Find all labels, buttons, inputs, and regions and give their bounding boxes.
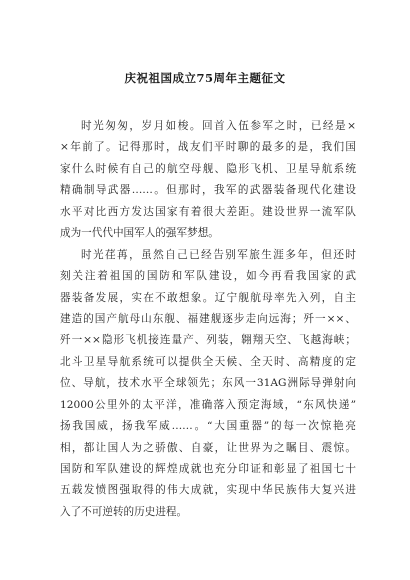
body-text-line: 器装备发展，实在不敢想象。辽宁舰航母率先入列，自主	[60, 291, 356, 304]
body-text-line: 时光荏苒，虽然自己已经告别军旅生涯多年，但还时	[81, 248, 356, 261]
body-text-line: 歼一××隐形飞机接连量产、列装，翱翔天空、飞越海峡；	[60, 334, 356, 347]
body-text-line: 相，都让国人为之骄傲、自豪，让世界为之瞩目、震惊。	[60, 441, 356, 454]
body-text-line: 水平对比西方发达国家有着很大差距。建设世界一流军队	[60, 205, 356, 218]
body-text-line: 建造的国产航母山东舰、福建舰逐步走向远海；歼一××、	[60, 312, 356, 325]
body-text-line: 精确制导武器……。但那时，我军的武器装备现代化建设	[60, 184, 356, 197]
body-text-line: 扬我国威，扬我军威……。“大国重器”的每一次惊艳亮	[60, 420, 356, 433]
body-text-line: ×年前了。记得那时，战友们平时聊的最多的是，我们国	[60, 141, 356, 154]
body-text-line: 入了不可逆转的历史进程。	[60, 505, 188, 518]
body-text-line: 12000公里外的太平洋，准确落入预定海域，“东风快递”	[60, 398, 356, 411]
body-text-line: 时光匆匆，岁月如梭。回首入伍参军之时，已经是×	[81, 120, 356, 132]
body-text-line: 国防和军队建设的辉煌成就也充分印证和彰显了祖国七十	[60, 463, 356, 475]
body-text-line: 刻关注着祖国的国防和军队建设，如今再看我国家的武	[60, 270, 356, 283]
body-text-line: 家什么时候有自己的航空母舰、隐形飞机、卫星导航系统	[60, 162, 356, 175]
body-text-line: 五载发愤图强取得的伟大成就，实现中华民族伟大复兴进	[60, 484, 356, 497]
body-text-line: 北斗卫星导航系统可以提供全天候、全天时、高精度的定	[60, 355, 356, 368]
document-body	[60, 116, 356, 523]
document-title: 庆祝祖国成立75周年主题征文	[124, 71, 286, 85]
body-text-line: 位、导航，技术水平全球领先；东风一31AG洲际导弹射向	[60, 377, 356, 390]
body-text-line: 成为一代代中国军人的强军梦想。	[60, 227, 219, 240]
